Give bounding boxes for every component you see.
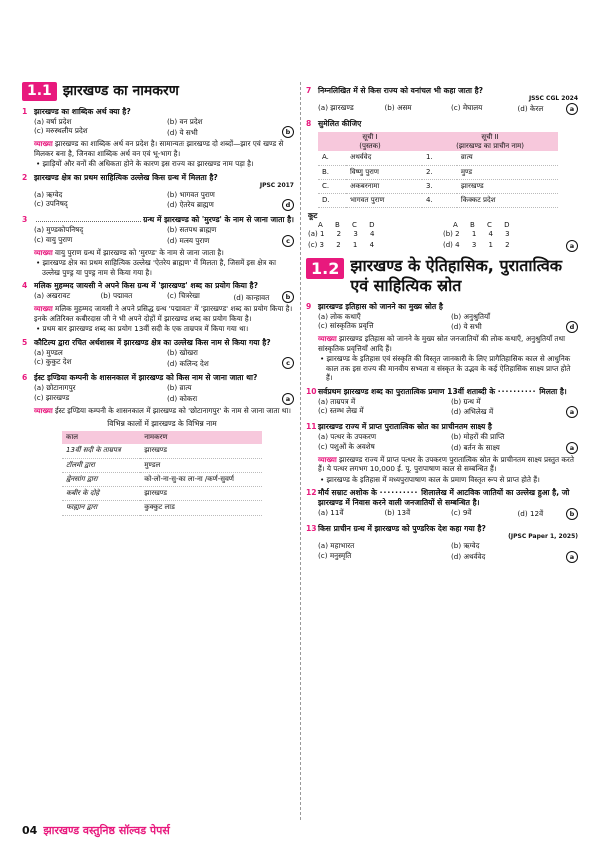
question-number: 6 <box>22 373 28 383</box>
option-d: (d) केरल <box>517 104 544 114</box>
table-caption: विभिन्न कालों में झारखण्ड के विभिन्न नाम <box>107 419 217 429</box>
question-number: 11 <box>306 422 317 432</box>
option-b: (b) भागवत पुराण <box>167 189 215 199</box>
table-cell: भागवत पुराण <box>346 194 422 208</box>
question-10 <box>306 387 578 419</box>
table-cell: A. <box>318 151 346 165</box>
code-letter: (b) <box>443 230 453 239</box>
options <box>306 312 578 334</box>
explanation-label: व्याख्या <box>34 405 53 415</box>
options <box>22 190 294 212</box>
option-c: (c) पशुओं के अवशेष <box>318 441 375 451</box>
question-text: झारखण्ड इतिहास को जानने का मुख्य स्रोत है <box>318 301 443 311</box>
question-13 <box>306 524 578 562</box>
question-11 <box>306 422 578 484</box>
book-title: झारखण्ड वस्तुनिष्ठ सॉल्वड पेपर्स <box>43 823 170 837</box>
code-option-c <box>308 240 443 252</box>
names-table <box>62 419 262 515</box>
code-values: 1 2 3 4 <box>320 230 380 239</box>
question-text: झारखण्ड क्षेत्र का प्रथम साहित्यिक उल्लेख किस ग्रन्थ में मिलता है? <box>34 172 218 182</box>
question-text-end: मिलता है। <box>539 386 567 396</box>
option-b: (b) व्रात्य <box>167 383 192 393</box>
explanation-label: व्याख्या <box>34 139 53 149</box>
question-text: झारखण्ड राज्य में प्राप्त पुरातात्विक स्रोत का प्राचीनतम साक्ष्य है <box>318 422 492 432</box>
options <box>306 541 578 563</box>
answer-badge: a <box>566 240 578 252</box>
option-a: (a) छोटानागपुर <box>34 383 76 393</box>
question-text: किस प्राचीन ग्रन्थ में झारखण्ड को पुण्डरिक देश कहा गया है? <box>318 524 486 534</box>
table-cell: टॉलमी द्वारा <box>62 458 140 472</box>
question-text-wrap <box>318 387 578 397</box>
table-cell: व्रात्य <box>457 151 558 165</box>
table-cell: विष्णु पुराण <box>346 165 422 179</box>
section-heading-1-2 <box>306 256 578 296</box>
answer-badge: a <box>566 406 578 418</box>
answer-badge: b <box>282 126 294 138</box>
question-text: ईस्ट इण्डिया कम्पनी के शासनकाल में झारखण्ड को किस नाम से जाना जाता था? <box>34 373 258 383</box>
question-3 <box>22 215 294 277</box>
options <box>306 397 578 419</box>
option-c: (c) मेघालय <box>451 102 483 112</box>
explanation-text: झारखण्ड राज्य में प्राप्त पत्थर के उपकरण पुरातात्विक स्रोत के प्राचीनतम साक्ष्य प्रस्तुत करते हैं। ये पत्थर लगभग 10,000 ई. पू. पुरापाषाण काल से सम्बन्धित हैं। <box>318 454 574 474</box>
option-d: (d) कलिन्द देश <box>167 358 209 368</box>
table-row <box>318 194 558 208</box>
question-number: 8 <box>306 118 312 128</box>
table-row <box>62 487 262 501</box>
option-a: (a) पत्थर के उपकरण <box>318 432 377 442</box>
option-b: (b) असम <box>384 102 412 112</box>
blank-dots: ·········· <box>497 386 537 396</box>
code-option-a <box>308 230 443 239</box>
answer-badge: a <box>566 442 578 454</box>
explanation-text: झारखण्ड का शाब्दिक अर्थ वन प्रदेश है। सामान्यतः झारखण्ड दो शब्दों—झार एवं खण्ड से मिलकर बना है, जिनका शाब्दिक अर्थ वन एवं भू-भाग है। <box>34 139 284 158</box>
option-a: (a) महाभारत <box>318 541 355 551</box>
code-header: A B C D <box>453 221 515 230</box>
list1-subtitle: (पुस्तक) <box>359 141 381 150</box>
table-cell: झारखण्ड <box>140 444 262 458</box>
answer-badge: a <box>566 551 578 563</box>
explanation-bullet: • झारखण्ड के इतिहास एवं संस्कृति की विस्तृत जानकारी के लिए प्रागैतिहासिक काल से आधुनिक काल तक इस राज्य की मानवीय सभ्यता व संस्कृत के उद्भव के कई ऐतिहासिक साक्ष्य प्राप्त होते हैं। <box>320 354 571 383</box>
code-option-d <box>443 240 578 252</box>
option-b: (b) मोहरों की प्राप्ति <box>451 432 505 442</box>
question-number: 2 <box>22 172 28 182</box>
option-a: (a) वर्षा प्रदेश <box>34 116 72 126</box>
table-row <box>62 501 262 515</box>
option-d: (d) बर्तन के साक्ष्य <box>451 442 500 452</box>
options <box>22 348 294 370</box>
explanation-bullet: • झारखण्ड क्षेत्र का प्रथम साहित्यिक उल्लेख 'ऐतरेय ब्राह्मण' में मिलता है, जिसमें इस क्षेत्र का उल्लेख पुण्ड्र या पुण्ड्र नाम से किया गया है। <box>36 258 277 277</box>
table-cell: 4. <box>422 194 457 208</box>
explanation-text: वायु पुराण ग्रन्थ में झारखण्ड को 'मुरण्ड' के नाम से जाना जाता है। <box>55 247 224 257</box>
table-cell: मुण्डल <box>140 458 262 472</box>
question-text: झारखण्ड का शाब्दिक अर्थ क्या है? <box>34 106 131 116</box>
question-text: कौटिल्य द्वारा रचित अर्थशास्त्र में झारखण्ड क्षेत्र का उल्लेख किस नाम से किया गया है? <box>34 337 271 347</box>
question-number: 10 <box>306 386 317 396</box>
explanation <box>22 139 294 158</box>
answer-badge: a <box>566 103 578 115</box>
option-a: (a) मुण्डकोपनिषद् <box>34 225 84 235</box>
section-heading-1-1 <box>22 82 294 101</box>
table-cell: मुण्ड <box>457 165 558 179</box>
option-a: (a) लोक कथाएँ <box>318 311 361 321</box>
option-a: (a) अखरावट <box>34 291 71 301</box>
table-cell: झारखण्ड <box>140 487 262 501</box>
table-cell: फाह्यान द्वारा <box>62 501 140 515</box>
explanation <box>22 406 294 416</box>
section-title: झारखण्ड का नामकरण <box>62 83 179 99</box>
question-text: मलिक मुहम्मद जायसी ने अपने किस ग्रन्थ में 'झारखण्ड' शब्द का प्रयोग किया है? <box>34 281 258 291</box>
question-number: 1 <box>22 106 28 116</box>
list1-header <box>318 132 422 152</box>
table-cell: 13वीं सदी के ताम्रपत्र <box>62 444 140 458</box>
option-c: (c) स्तम्भ लेख में <box>318 406 364 416</box>
explanation <box>22 248 294 258</box>
answer-badge: b <box>282 291 294 303</box>
option-a: (a) ताम्रपत्र में <box>318 396 356 406</box>
explanation-text: मलिक मुहम्मद जायसी ने अपने प्रसिद्ध ग्रन्थ 'पद्मावत' में 'झारखण्ड' शब्द का प्रयोग किया है। इनके अतिरिक्त कबीरदास जी ने भी अपने दोहों में झारखण्ड शब्द का प्रयोग किया है। <box>34 304 293 323</box>
question-9 <box>306 302 578 383</box>
question-number: 12 <box>306 488 317 498</box>
explanation-label: व्याख्या <box>34 304 53 314</box>
code-option-b <box>443 230 578 239</box>
explanation-label: व्याख्या <box>318 334 337 344</box>
column-divider <box>300 82 301 820</box>
question-text: मौर्य सम्राट अशोक के <box>318 488 377 498</box>
question-number: 13 <box>306 524 317 534</box>
question-1 <box>22 107 294 169</box>
table-cell: अथर्ववेद <box>346 151 422 165</box>
table-cell: B. <box>318 165 346 179</box>
table-row <box>318 151 558 165</box>
option-c: (c) सांस्कृतिक प्रवृत्ति <box>318 321 374 331</box>
page-number: 04 <box>22 823 38 837</box>
option-d: (d) 12वें <box>517 509 544 519</box>
option-b: (b) पद्मावत <box>100 291 133 301</box>
option-c: (c) 9वें <box>451 508 472 518</box>
table-cell: झारखण्ड <box>457 179 558 193</box>
option-d: (d) मत्स्य पुराण <box>167 236 210 245</box>
code-options <box>306 221 578 251</box>
question-text: निम्नलिखित में से किस राज्य को वनांचल भी कहा जाता है? <box>318 86 484 95</box>
section-title: झारखण्ड के ऐतिहासिक, पुरातात्विक एवं साहित्यिक स्रोत <box>350 255 563 295</box>
explanation-text: ईस्ट इण्डिया कम्पनी के शासनकाल में झारखण्ड को 'छोटानागपुर' के नाम से जाना जाता था। <box>55 405 291 415</box>
option-c: (c) उपनिषद् <box>34 199 68 209</box>
question-number: 4 <box>22 281 28 291</box>
right-column <box>306 78 578 567</box>
option-d: (d) अथर्ववेद <box>451 551 486 561</box>
code-title: कूट <box>308 211 318 221</box>
option-a: (a) ऋग्वेद <box>34 189 63 199</box>
option-c: (c) कुकुट देश <box>34 357 72 367</box>
option-c: (c) मरुस्थलीय प्रदेश <box>34 126 88 136</box>
question-5 <box>22 338 294 370</box>
explanation <box>306 334 578 353</box>
exam-source: (JPSC Paper 1, 2025) <box>508 533 578 541</box>
table-cell: 2. <box>422 165 457 179</box>
option-c: (c) वायु पुराण <box>34 234 73 244</box>
page-footer <box>22 822 422 838</box>
list1-title: सूची I <box>362 132 378 141</box>
explanation <box>22 304 294 323</box>
option-b: (b) ग्रन्थ में <box>451 396 481 406</box>
option-d: (d) ये सभी <box>167 127 198 137</box>
table-row <box>62 472 262 486</box>
option-b: (b) अनुश्रुतियाँ <box>451 311 491 321</box>
options <box>306 103 578 115</box>
question-number: 3 <box>22 215 28 225</box>
table-row <box>62 444 262 458</box>
options <box>22 383 294 405</box>
option-c: (c) मनुस्मृति <box>318 550 352 560</box>
match-table <box>318 132 558 208</box>
table-cell: किक्कट प्रदेश <box>457 194 558 208</box>
options <box>22 291 294 303</box>
code-letter: (d) <box>443 240 453 249</box>
table-cell: D. <box>318 194 346 208</box>
explanation-text: झारखण्ड इतिहास को जानने के मुख्य स्रोत जनजातियों की लोक कथाएँ, अनुश्रुतियाँ तथा सांस्कृतिक प्रवृत्तियाँ आदि हैं। <box>318 334 565 353</box>
question-text: ग्रन्थ में झारखण्ड को 'मुरण्ड' के नाम से जाना जाता है। <box>143 215 294 225</box>
table-row <box>62 458 262 472</box>
option-d: (d) ये सभी <box>451 322 482 332</box>
exam-source: JSSC CGL 2024 <box>528 95 578 103</box>
options <box>22 225 294 247</box>
option-a: (a) 11वें <box>318 508 344 518</box>
options <box>306 432 578 454</box>
question-8 <box>306 119 578 252</box>
table-cell: कबीर के दोहे <box>62 487 140 501</box>
code-values: 2 1 4 3 <box>455 230 515 239</box>
question-number: 9 <box>306 301 312 311</box>
option-b: (b) खोखरा <box>167 347 198 357</box>
question-2 <box>22 173 294 211</box>
table-cell: ह्वेनसांग द्वारा <box>62 472 140 486</box>
option-c: (c) झारखण्ड <box>34 392 70 402</box>
table-cell: को-लो-ना-सु-का ला-ना /कर्ण-सुवर्ण <box>140 472 262 486</box>
code-letter: (a) <box>308 230 318 239</box>
list2-title: सूची II <box>481 132 499 141</box>
answer-badge: b <box>566 508 578 520</box>
explanation <box>306 455 578 474</box>
table-cell: 1. <box>422 151 457 165</box>
explanation-bullet: • झाड़ियों और वनों की अधिकता होने के कारण इस राज्य का झारखण्ड नाम पड़ा है। <box>36 159 254 169</box>
explanation-label: व्याख्या <box>318 454 337 464</box>
question-12 <box>306 488 578 520</box>
question-number: 5 <box>22 337 28 347</box>
table-cell: C. <box>318 179 346 193</box>
answer-badge: d <box>566 321 578 333</box>
option-b: (b) ऋग्वेद <box>451 541 480 551</box>
option-d: (d) कोकरा <box>167 394 198 404</box>
section-number: 1.1 <box>22 82 57 101</box>
option-d: (d) ऐतरेय ब्राह्मण <box>167 200 214 210</box>
explanation-label: व्याख्या <box>34 247 53 257</box>
answer-badge: c <box>282 235 294 247</box>
option-b: (b) 13वें <box>384 508 411 518</box>
exam-source: JPSC 2017 <box>259 181 294 189</box>
list2-subtitle: (झारखण्ड का प्राचीन नाम) <box>456 141 524 150</box>
answer-badge: c <box>282 357 294 369</box>
option-a: (a) झारखण्ड <box>318 102 354 112</box>
page-content <box>22 78 578 820</box>
question-text: सुमेलित कीजिए <box>318 118 362 128</box>
code-letter: (c) <box>308 240 318 249</box>
question-4 <box>22 281 294 334</box>
code-header: A B C D <box>318 221 380 230</box>
table-header: काल <box>62 431 140 444</box>
question-number: 7 <box>306 86 312 95</box>
table-header: नामकरण <box>140 431 262 444</box>
table-cell: 3. <box>422 179 457 193</box>
option-b: (b) वन प्रदेश <box>167 116 203 126</box>
blank-dots <box>36 215 141 222</box>
table-cell: अकबरनामा <box>346 179 422 193</box>
table-cell: कुक्कुट लाड <box>140 501 262 515</box>
code-values: 4 3 1 2 <box>455 240 515 249</box>
options <box>306 508 578 520</box>
list2-header <box>422 132 558 152</box>
answer-badge: a <box>282 393 294 405</box>
table-row <box>318 165 558 179</box>
answer-badge: d <box>282 199 294 211</box>
option-d: (d) कान्हावत <box>233 292 270 302</box>
question-text-end: शिलालेख में आटविक जातियों का उल्लेख हुआ है, जो झारखण्ड में निवास करने वाली जनजातियों से सम्बन्धित है। <box>318 488 570 508</box>
option-d: (d) अभिलेख में <box>451 407 494 417</box>
explanation-bullet: • झारखण्ड के इतिहास में मध्यपुरापाषाण काल के प्रमाण विस्तृत रूप से प्राप्त होते हैं। <box>320 474 540 484</box>
question-7 <box>306 86 578 115</box>
option-a: (a) मुण्डल <box>34 347 63 357</box>
left-column <box>22 78 294 520</box>
code-values: 3 2 1 4 <box>319 240 380 249</box>
options <box>22 117 294 139</box>
table-row <box>318 179 558 193</box>
section-number: 1.2 <box>306 258 344 279</box>
blank-dots: ·········· <box>379 488 419 498</box>
question-text: सर्वप्रथम झारखण्ड शब्द का पुरातात्विक प्रमाण 13वीं शताब्दी के <box>318 386 496 396</box>
option-b: (b) सतपथ ब्राह्मण <box>167 225 217 235</box>
option-c: (c) चित्ररेखा <box>167 291 200 301</box>
question-6 <box>22 373 294 415</box>
explanation-bullet: • प्रथम बार झारखण्ड शब्द का प्रयोग 13वीं सदी के एक ताम्रपत्र में किया गया था। <box>36 324 249 334</box>
question-text-wrap <box>318 488 578 508</box>
